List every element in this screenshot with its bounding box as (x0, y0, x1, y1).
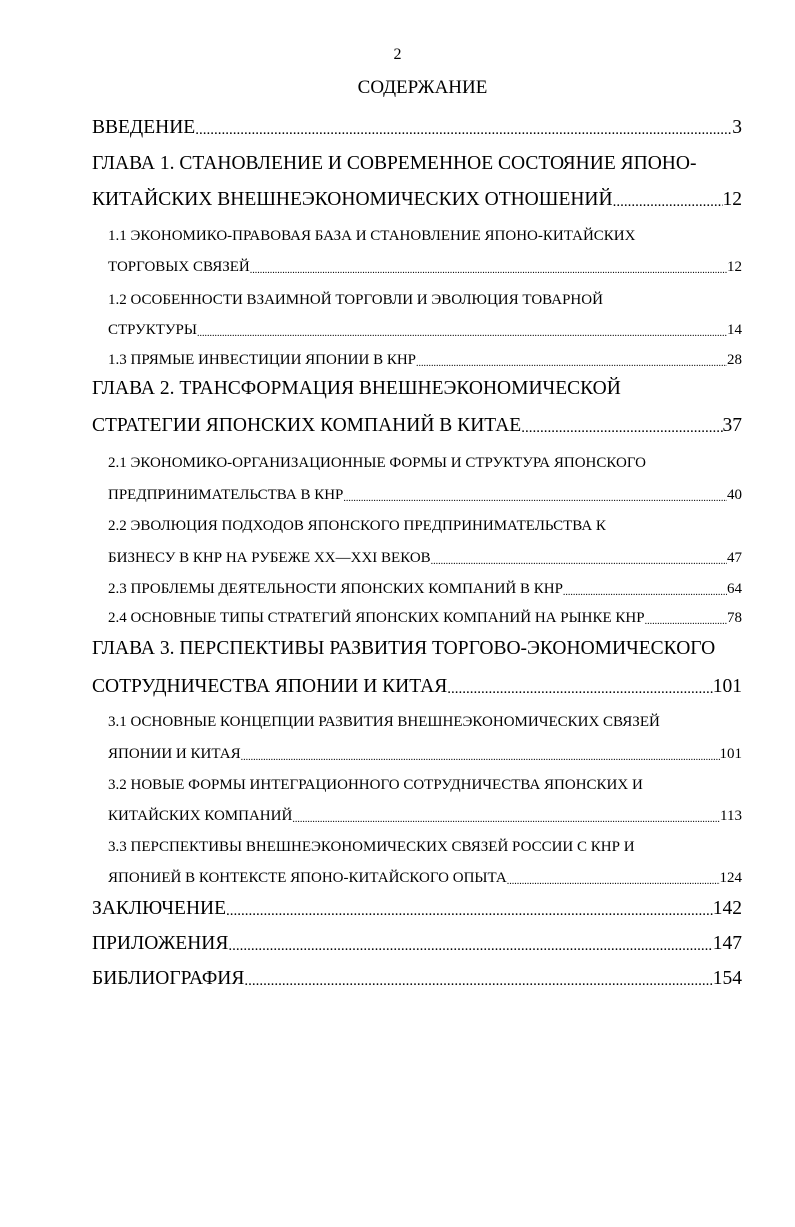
leader-dots (507, 876, 720, 887)
toc-entry-text: ЯПОНИИ И КИТАЯ (108, 746, 241, 762)
toc-entry-section-3-1-cont[interactable] (108, 737, 742, 763)
toc-entry-text: 2.3 ПРОБЛЕМЫ ДЕЯТЕЛЬНОСТИ ЯПОНСКИХ КОМПАНИЙ В КНР (108, 581, 563, 597)
toc-entry-introduction[interactable] (92, 113, 742, 139)
toc-entry-text: 1.3 ПРЯМЫЕ ИНВЕСТИЦИИ ЯПОНИИ В КНР (108, 352, 416, 368)
toc-entry-conclusion[interactable] (92, 894, 742, 920)
toc-entry-chapter-1[interactable] (92, 149, 742, 175)
toc-entry-section-3-3[interactable] (108, 830, 742, 856)
toc-entry-chapter-3[interactable] (92, 634, 742, 660)
leader-dots (228, 938, 712, 955)
toc-entry-page: 142 (712, 898, 742, 919)
toc-entry-section-3-1[interactable] (108, 705, 742, 731)
leader-dots (416, 358, 727, 369)
toc-entry-text: БИБЛИОГРАФИЯ (92, 968, 245, 989)
leader-dots (292, 814, 720, 825)
toc-entry-page: 154 (712, 968, 742, 989)
toc-entry-text: ПРИЛОЖЕНИЯ (92, 933, 229, 954)
toc-entry-chapter-3-cont[interactable] (92, 672, 742, 698)
toc-entry-chapter-2-cont[interactable] (92, 411, 742, 437)
toc-entry-section-3-2-cont[interactable] (108, 799, 742, 825)
toc-entry-chapter-2[interactable] (92, 374, 742, 400)
leader-dots (244, 973, 712, 990)
page-number: 2 (393, 46, 402, 63)
toc-entry-section-1-1-cont[interactable] (108, 250, 742, 276)
toc-entry-text: 2.4 ОСНОВНЫЕ ТИПЫ СТРАТЕГИЙ ЯПОНСКИХ КОМПАНИЙ НА РЫНКЕ КНР (108, 610, 645, 626)
toc-entry-section-3-3-cont[interactable] (108, 861, 742, 887)
toc-entry-page: 14 (727, 322, 742, 338)
toc-entry-section-2-2[interactable] (108, 509, 742, 535)
toc-entry-page: 124 (719, 870, 742, 886)
toc-entry-page: 101 (719, 746, 742, 762)
toc-entry-page: 3 (732, 117, 742, 138)
toc-entry-text: ВВЕДЕНИЕ (92, 117, 196, 138)
leader-dots (447, 681, 712, 698)
toc-entry-text: ГЛАВА 1. СТАНОВЛЕНИЕ И СОВРЕМЕННОЕ СОСТОЯНИЕ ЯПОНО- (92, 153, 697, 174)
toc-entry-page: 64 (727, 581, 742, 597)
toc-entry-text: 2.1 ЭКОНОМИКО-ОРГАНИЗАЦИОННЫЕ ФОРМЫ И СТРУКТУРА ЯПОНСКОГО (108, 455, 646, 471)
toc-entry-text: СОТРУДНИЧЕСТВА ЯПОНИИ И КИТАЯ (92, 676, 448, 697)
toc-entry-section-2-1-cont[interactable] (108, 478, 742, 504)
toc-entry-text: ТОРГОВЫХ СВЯЗЕЙ (108, 259, 250, 275)
toc-entry-section-1-1[interactable] (108, 219, 742, 245)
toc-entry-text: 3.3 ПЕРСПЕКТИВЫ ВНЕШНЕЭКОНОМИЧЕСКИХ СВЯЗЕЙ РОССИИ С КНР И (108, 839, 635, 855)
leader-dots (645, 616, 727, 627)
toc-entry-page: 37 (722, 415, 742, 436)
toc-entry-section-2-4[interactable] (108, 601, 742, 627)
leader-dots (343, 493, 727, 504)
toc-entry-text: 3.2 НОВЫЕ ФОРМЫ ИНТЕГРАЦИОННОГО СОТРУДНИЧЕСТВА ЯПОНСКИХ И (108, 777, 643, 793)
toc-entry-text: ГЛАВА 3. ПЕРСПЕКТИВЫ РАЗВИТИЯ ТОРГОВО-ЭКОНОМИЧЕСКОГО (92, 638, 716, 659)
toc-entry-text: ГЛАВА 2. ТРАНСФОРМАЦИЯ ВНЕШНЕЭКОНОМИЧЕСКОЙ (92, 378, 621, 399)
leader-dots (431, 556, 727, 567)
toc-entry-page: 12 (727, 259, 742, 275)
toc-entry-text: ЗАКЛЮЧЕНИЕ (92, 898, 227, 919)
toc-entry-section-2-3[interactable] (108, 572, 742, 598)
toc-entry-chapter-1-cont[interactable] (92, 185, 742, 211)
toc-entry-section-1-3[interactable] (108, 343, 742, 369)
toc-entry-text: ЯПОНИЕЙ В КОНТЕКСТЕ ЯПОНО-КИТАЙСКОГО ОПЫТА (108, 870, 507, 886)
toc-entry-bibliography[interactable] (92, 964, 742, 990)
leader-dots (241, 752, 720, 763)
toc-entry-page: 101 (712, 676, 742, 697)
toc-entry-text: КИТАЙСКИХ КОМПАНИЙ (108, 808, 293, 824)
toc-entry-section-3-2[interactable] (108, 768, 742, 794)
toc-entry-text: 3.1 ОСНОВНЫЕ КОНЦЕПЦИИ РАЗВИТИЯ ВНЕШНЕЭКОНОМИЧЕСКИХ СВЯЗЕЙ (108, 714, 660, 730)
toc-entry-page: 28 (727, 352, 742, 368)
toc-entry-text: 1.2 ОСОБЕННОСТИ ВЗАИМНОЙ ТОРГОВЛИ И ЭВОЛЮЦИЯ ТОВАРНОЙ (108, 292, 603, 308)
toc-entry-text: 1.1 ЭКОНОМИКО-ПРАВОВАЯ БАЗА И СТАНОВЛЕНИЕ ЯПОНО-КИТАЙСКИХ (108, 228, 636, 244)
leader-dots (197, 328, 727, 339)
leader-dots (250, 265, 727, 276)
toc-entry-text: БИЗНЕСУ В КНР НА РУБЕЖЕ XX—XXI ВЕКОВ (108, 550, 431, 566)
toc-entry-section-1-2[interactable] (108, 283, 742, 309)
toc-entry-page: 113 (720, 808, 742, 824)
toc-entry-section-2-2-cont[interactable] (108, 541, 742, 567)
toc-entry-page: 12 (722, 189, 742, 210)
toc-entry-page: 78 (727, 610, 742, 626)
leader-dots (563, 587, 727, 598)
toc-heading: СОДЕРЖАНИЕ (357, 77, 488, 98)
leader-dots (521, 420, 722, 437)
leader-dots (613, 194, 723, 211)
toc-entry-page: 147 (712, 933, 742, 954)
toc-entry-text: 2.2 ЭВОЛЮЦИЯ ПОДХОДОВ ЯПОНСКОГО ПРЕДПРИНИМАТЕЛЬСТВА К (108, 518, 606, 534)
leader-dots (226, 903, 713, 920)
toc-entry-page: 47 (727, 550, 742, 566)
toc-entry-page: 40 (727, 487, 742, 503)
toc-entry-section-2-1[interactable] (108, 446, 742, 472)
toc-entry-text: ПРЕДПРИНИМАТЕЛЬСТВА В КНР (108, 487, 344, 503)
leader-dots (195, 122, 732, 139)
toc-entry-section-1-2-cont[interactable] (108, 313, 742, 339)
toc-entry-appendices[interactable] (92, 929, 742, 955)
toc-entry-text: СТРАТЕГИИ ЯПОНСКИХ КОМПАНИЙ В КИТАЕ (92, 415, 522, 436)
toc-entry-text: СТРУКТУРЫ (108, 322, 197, 338)
toc-entry-text: КИТАЙСКИХ ВНЕШНЕЭКОНОМИЧЕСКИХ ОТНОШЕНИЙ (92, 189, 613, 210)
